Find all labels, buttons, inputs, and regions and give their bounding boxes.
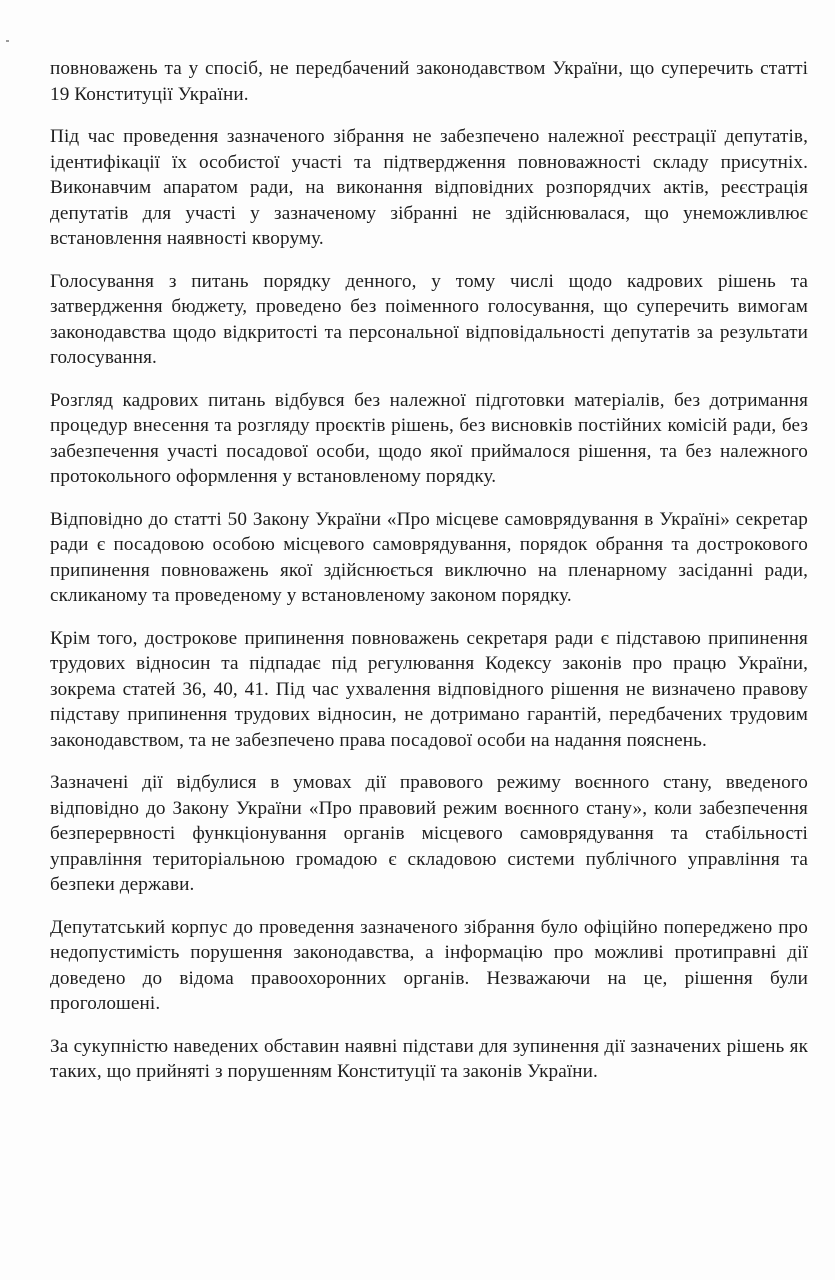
document-body <box>50 56 808 1102</box>
paragraph-voting: Голосування з питань порядку денного, у тому числі щодо кадрових рішень та затвердження бюджету, проведено без поіменного голосування, що суперечить вимогам законодавства щодо відкритості та персональної відповідальності депутатів за результати голосування. <box>50 270 808 368</box>
paragraph-martial-law: Зазначені дії відбулися в умовах дії правового режиму воєнного стану, введеного відповідно до Закону України «Про правовий режим воєнного стану», коли забезпечення безперервності функціонування органів місцевого самоврядування та стабільності управління територіальною громадою є складовою системи публічного управління та безпеки держави. <box>50 772 808 895</box>
paragraph-conclusion: За сукупністю наведених обставин наявні підстави для зупинення дії зазначених рішень як таких, що прийняті з порушенням Конституції та законів України. <box>50 1035 808 1082</box>
paragraph-article-50: Відповідно до статті 50 Закону України «Про місцеве самоврядування в Україні» секретар ради є посадовою особою місцевого самоврядування, порядок обрання та дострокового припинення повноважень якої здійснюється виключно на пленарному засіданні ради, скликаному та проведеному у встановленому законом порядку. <box>50 508 808 606</box>
scan-speck <box>6 40 9 42</box>
paragraph-continuation: повноважень та у спосіб, не передбачений законодавством України, що суперечить статті 19 Конституції України. <box>50 58 808 105</box>
paragraph-labor-code: Крім того, дострокове припинення повноважень секретаря ради є підставою припинення трудових відносин та підпадає під регулювання Кодексу законів про працю України, зокрема статей 36, 40, 41. Під час ухвалення відповідного рішення не визначено правову підставу припинення трудових відносин, не дотримано гарантій, передбачених трудовим законодавством, та не забезпечено права посадової особи на надання пояснень. <box>50 627 808 751</box>
paragraph-registration: Під час проведення зазначеного зібрання не забезпечено належної реєстрації депутатів, ідентифікації їх особистої участі та підтвердження повноважності складу присутніх. Виконавчим апаратом ради, на виконання відповідних розпорядчих актів, реєстрація депутатів для участі у зазначеному зібранні не здійснювалася, що унеможливлює встановлення наявності кворуму. <box>50 126 808 249</box>
paragraph-personnel: Розгляд кадрових питань відбувся без належної підготовки матеріалів, без дотримання процедур внесення та розгляду проєктів рішень, без висновків постійних комісій ради, без забезпечення участі посадової особи, щодо якої приймалося рішення, та без належного протокольного оформлення у встановленому порядку. <box>50 389 808 487</box>
paragraph-warning: Депутатський корпус до проведення зазначеного зібрання було офіційно попереджено про недопустимість порушення законодавства, а інформацію про можливі протиправні дії доведено до відома правоохоронних органів. Незважаючи на це, рішення були проголошені. <box>50 916 808 1014</box>
